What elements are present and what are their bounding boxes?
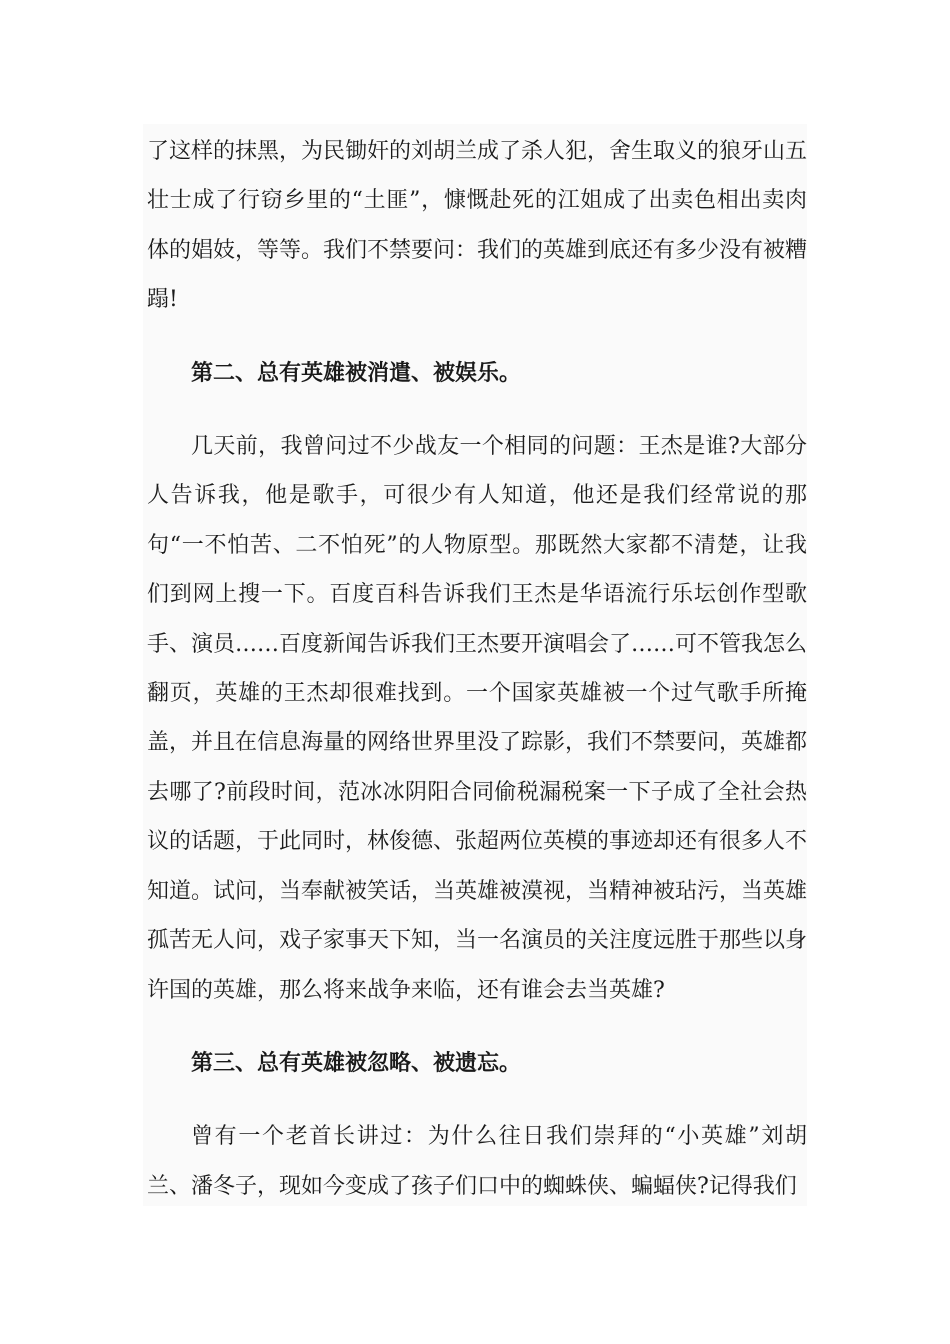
spacer xyxy=(147,325,807,349)
spacer xyxy=(147,398,807,422)
spacer xyxy=(147,1088,807,1112)
section-heading-2: 第二、总有英雄被消遣、被娱乐。 xyxy=(191,359,522,386)
paragraph-1: 了这样的抹黑，为民锄奸的刘胡兰成了杀人犯，舍生取义的狼牙山五壮士成了行窃乡里的“土匪”，慷慨赴死的江姐成了出卖色相出卖肉体的娼妓，等等。我们不禁要问：我们的英雄到底还有多少没有被糟蹋! xyxy=(147,139,808,313)
paragraph-3: 曾有一个老首长讲过：为什么往日我们崇拜的“小英雄”刘胡兰、潘冬子，现如今变成了孩子们口中的蜘蛛侠、蝙蝠侠?记得我们 xyxy=(147,1124,807,1199)
document-body xyxy=(147,127,807,1211)
paragraph-2: 几天前，我曾问过不少战友一个相同的问题：王杰是谁?大部分人告诉我，他是歌手，可很少有人知道，他还是我们经常说的那句“一不怕苦、二不怕死”的人物原型。那既然大家都不清楚，让我们到网上搜一下。百度百科告诉我们王杰是华语流行乐坛创作型歌手、演员……百度新闻告诉我们王杰要开演唱会了……可不管我怎么翻页，英雄的王杰却很难找到。一个国家英雄被一个过气歌手所掩盖，并且在信息海量的网络世界里没了踪影，我们不禁要问，英雄都去哪了?前段时间，范冰冰阴阳合同偷税漏税案一下子成了全社会热议的话题，于此同时，林俊德、张超两位英模的事迹却还有很多人不知道。试问，当奉献被笑话，当英雄被漠视，当精神被玷污，当英雄孤苦无人问，戏子家事天下知，当一名演员的关注度远胜于那些以身许国的英雄，那么将来战争来临，还有谁会去当英雄? xyxy=(147,434,808,1003)
spacer xyxy=(147,1015,807,1039)
section-heading-3: 第三、总有英雄被忽略、被遗忘。 xyxy=(191,1049,522,1076)
